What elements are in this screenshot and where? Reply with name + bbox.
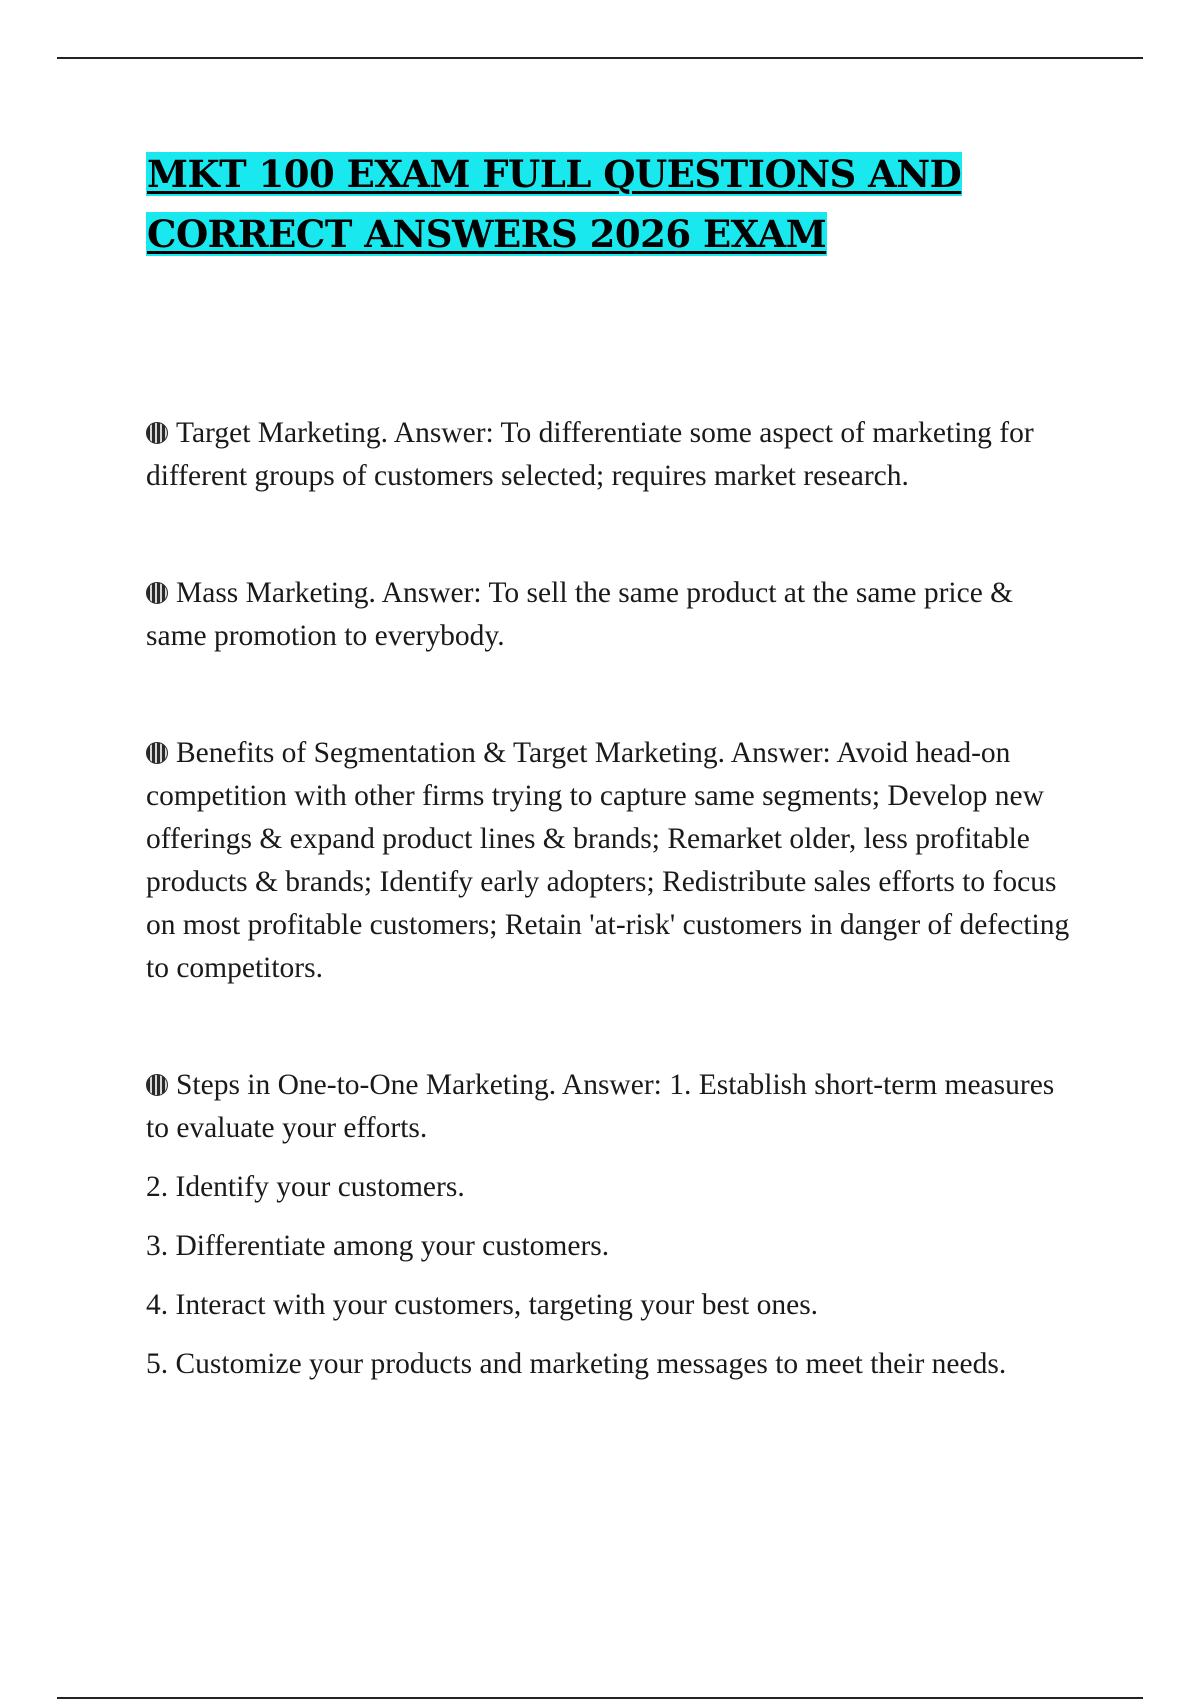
qa-text: Benefits of Segmentation & Target Marketing. Answer: Avoid head-on competition with other firms trying to capture same segments; Develop new offerings & expand product lines & brands; Remarket older, less profitable products & brands; Identify early adopters; Redistribute sales efforts to focus on most profitable customers; Retain 'at-risk' customers in danger of defecting to competitors. <box>146 737 1070 984</box>
title-line-1: MKT 100 EXAM FULL QUESTIONS AND <box>147 152 962 196</box>
qa-item-mass-marketing <box>146 572 1076 658</box>
qa-text: Target Marketing. Answer: To differentiate some aspect of marketing for different groups of customers selected; requires market research. <box>146 417 1034 492</box>
circle-bullet-icon <box>146 742 168 764</box>
bottom-divider <box>57 1697 1143 1699</box>
qa-item-target-marketing <box>146 412 1076 498</box>
title-line-2: CORRECT ANSWERS 2026 EXAM <box>147 212 827 256</box>
step-item: 3. Differentiate among your customers. <box>146 1230 610 1262</box>
step-item: 5. Customize your products and marketing messages to meet their needs. <box>146 1348 1007 1380</box>
circle-bullet-icon <box>146 1074 168 1096</box>
circle-bullet-icon <box>146 582 168 604</box>
qa-text: Steps in One-to-One Marketing. Answer: 1. Establish short-term measures to evaluate your efforts. <box>146 1069 1055 1144</box>
qa-question <box>146 1064 1076 1150</box>
document-title <box>146 144 1076 264</box>
circle-bullet-icon <box>146 422 168 444</box>
qa-item-steps-one-to-one <box>146 1064 1076 1386</box>
document-body <box>146 144 1076 1386</box>
qa-text: Mass Marketing. Answer: To sell the same product at the same price & same promotion to everybody. <box>146 577 1014 652</box>
qa-item-benefits-of-segmentation <box>146 732 1076 990</box>
step-item: 4. Interact with your customers, targeting your best ones. <box>146 1289 819 1321</box>
step-item: 2. Identify your customers. <box>146 1171 465 1203</box>
top-divider <box>57 57 1143 59</box>
